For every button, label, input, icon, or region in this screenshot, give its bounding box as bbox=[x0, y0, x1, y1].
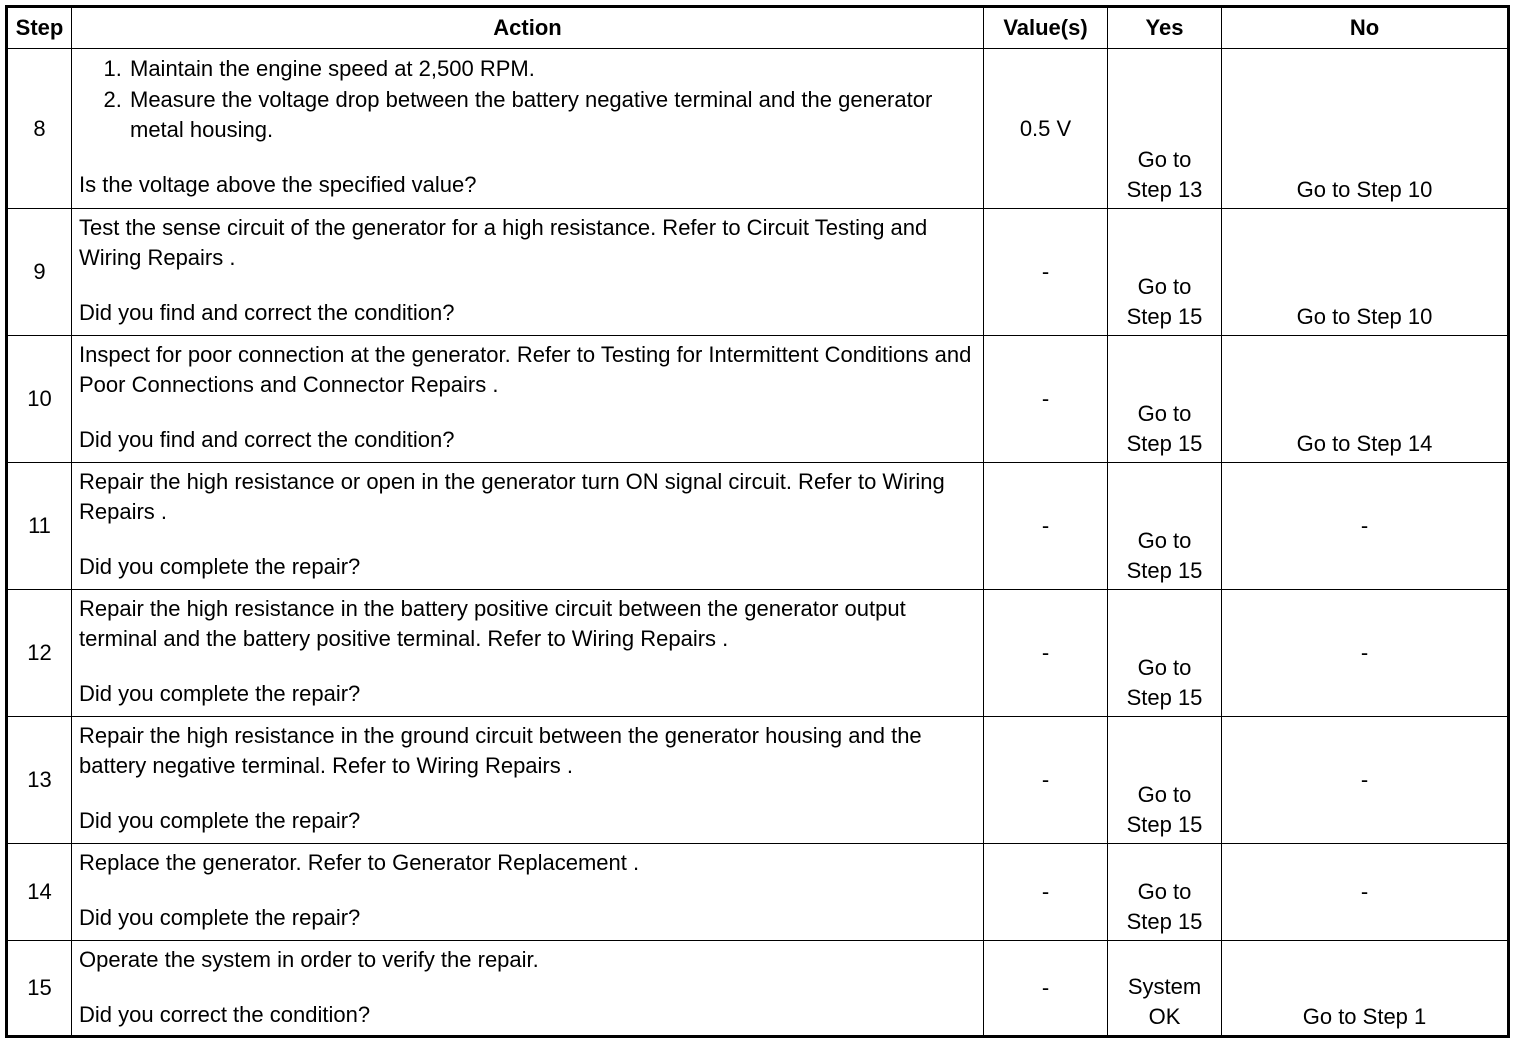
action-text: Repair the high resistance in the ground circuit between the generator housing and the battery negative terminal. Refer to Wiring Repairs . bbox=[79, 723, 922, 778]
header-yes: Yes bbox=[1108, 7, 1222, 49]
table-row bbox=[7, 336, 1509, 463]
step-number: 13 bbox=[7, 717, 72, 844]
action-cell bbox=[72, 844, 984, 941]
yes-line-1: Go to bbox=[1137, 147, 1192, 172]
table-row bbox=[7, 717, 1509, 844]
header-action: Action bbox=[72, 7, 984, 49]
table-row bbox=[7, 844, 1509, 941]
no-cell: Go to Step 10 bbox=[1222, 209, 1509, 336]
no-cell: - bbox=[1222, 717, 1509, 844]
action-cell bbox=[72, 941, 984, 1037]
no-cell: Go to Step 1 bbox=[1222, 941, 1509, 1037]
action-cell bbox=[72, 49, 984, 209]
action-text: Operate the system in order to verify the repair. bbox=[79, 947, 539, 972]
value-cell: - bbox=[984, 463, 1108, 590]
yes-line-1: System bbox=[1127, 974, 1202, 999]
list-item: 1. Maintain the engine speed at 2,500 RPM. bbox=[128, 53, 977, 85]
header-step: Step bbox=[7, 7, 72, 49]
no-cell: - bbox=[1222, 844, 1509, 941]
yes-line-1: Go to bbox=[1137, 274, 1192, 299]
yes-cell bbox=[1108, 49, 1222, 209]
value-cell: - bbox=[984, 590, 1108, 717]
value-cell: - bbox=[984, 941, 1108, 1037]
action-steps-list bbox=[79, 53, 977, 145]
table-row bbox=[7, 49, 1509, 209]
list-item: 2. Measure the voltage drop between the battery negative terminal and the generator metal housing. bbox=[128, 85, 977, 145]
no-cell: - bbox=[1222, 463, 1509, 590]
no-cell: - bbox=[1222, 590, 1509, 717]
header-values: Value(s) bbox=[984, 7, 1108, 49]
action-text: Repair the high resistance or open in the generator turn ON signal circuit. Refer to Wiring Repairs . bbox=[79, 469, 945, 524]
yes-line-2: Step 15 bbox=[1126, 558, 1203, 583]
table-row bbox=[7, 590, 1509, 717]
yes-line-2: Step 13 bbox=[1126, 177, 1203, 202]
yes-cell bbox=[1108, 941, 1222, 1037]
yes-cell bbox=[1108, 590, 1222, 717]
yes-line-2: Step 15 bbox=[1126, 304, 1203, 329]
action-question: Did you complete the repair? bbox=[79, 681, 361, 706]
action-text: Inspect for poor connection at the generator. Refer to Testing for Intermittent Conditions and Poor Connections and Connector Repairs . bbox=[79, 342, 972, 397]
yes-cell bbox=[1108, 209, 1222, 336]
action-question: Did you correct the condition? bbox=[79, 1002, 371, 1027]
table-row bbox=[7, 941, 1509, 1037]
yes-line-2: OK bbox=[1148, 1004, 1181, 1029]
yes-line-1: Go to bbox=[1137, 655, 1192, 680]
value-cell: - bbox=[984, 717, 1108, 844]
value-cell: - bbox=[984, 844, 1108, 941]
yes-line-2: Step 15 bbox=[1126, 812, 1203, 837]
yes-line-2: Step 15 bbox=[1126, 685, 1203, 710]
action-question: Did you complete the repair? bbox=[79, 905, 361, 930]
action-question: Is the voltage above the specified value? bbox=[79, 172, 477, 197]
action-text: Replace the generator. Refer to Generator Replacement . bbox=[79, 850, 640, 875]
action-question: Did you find and correct the condition? bbox=[79, 427, 455, 452]
action-cell bbox=[72, 336, 984, 463]
step-number: 14 bbox=[7, 844, 72, 941]
value-cell: - bbox=[984, 336, 1108, 463]
step-number: 9 bbox=[7, 209, 72, 336]
step-number: 8 bbox=[7, 49, 72, 209]
action-question: Did you complete the repair? bbox=[79, 554, 361, 579]
yes-cell bbox=[1108, 463, 1222, 590]
step-number: 15 bbox=[7, 941, 72, 1037]
step-number: 10 bbox=[7, 336, 72, 463]
action-text: Repair the high resistance in the battery positive circuit between the generator output terminal and the battery positive terminal. Refer to Wiring Repairs . bbox=[79, 596, 906, 651]
action-cell bbox=[72, 717, 984, 844]
yes-cell bbox=[1108, 844, 1222, 941]
yes-cell bbox=[1108, 717, 1222, 844]
action-question: Did you complete the repair? bbox=[79, 808, 361, 833]
diagnostic-table bbox=[5, 5, 1510, 1038]
table-row bbox=[7, 463, 1509, 590]
yes-line-1: Go to bbox=[1137, 782, 1192, 807]
value-cell: 0.5 V bbox=[984, 49, 1108, 209]
table-row bbox=[7, 209, 1509, 336]
value-cell: - bbox=[984, 209, 1108, 336]
action-cell bbox=[72, 209, 984, 336]
step-number: 12 bbox=[7, 590, 72, 717]
yes-line-1: Go to bbox=[1137, 879, 1192, 904]
yes-cell bbox=[1108, 336, 1222, 463]
header-row bbox=[7, 7, 1509, 49]
action-cell bbox=[72, 463, 984, 590]
action-text: Test the sense circuit of the generator for a high resistance. Refer to Circuit Testing and Wiring Repairs . bbox=[79, 215, 928, 270]
step-number: 11 bbox=[7, 463, 72, 590]
yes-line-1: Go to bbox=[1137, 528, 1192, 553]
yes-line-2: Step 15 bbox=[1126, 431, 1203, 456]
header-no: No bbox=[1222, 7, 1509, 49]
action-cell bbox=[72, 590, 984, 717]
yes-line-2: Step 15 bbox=[1126, 909, 1203, 934]
action-question: Did you find and correct the condition? bbox=[79, 300, 455, 325]
no-cell: Go to Step 14 bbox=[1222, 336, 1509, 463]
yes-line-1: Go to bbox=[1137, 401, 1192, 426]
no-cell: Go to Step 10 bbox=[1222, 49, 1509, 209]
